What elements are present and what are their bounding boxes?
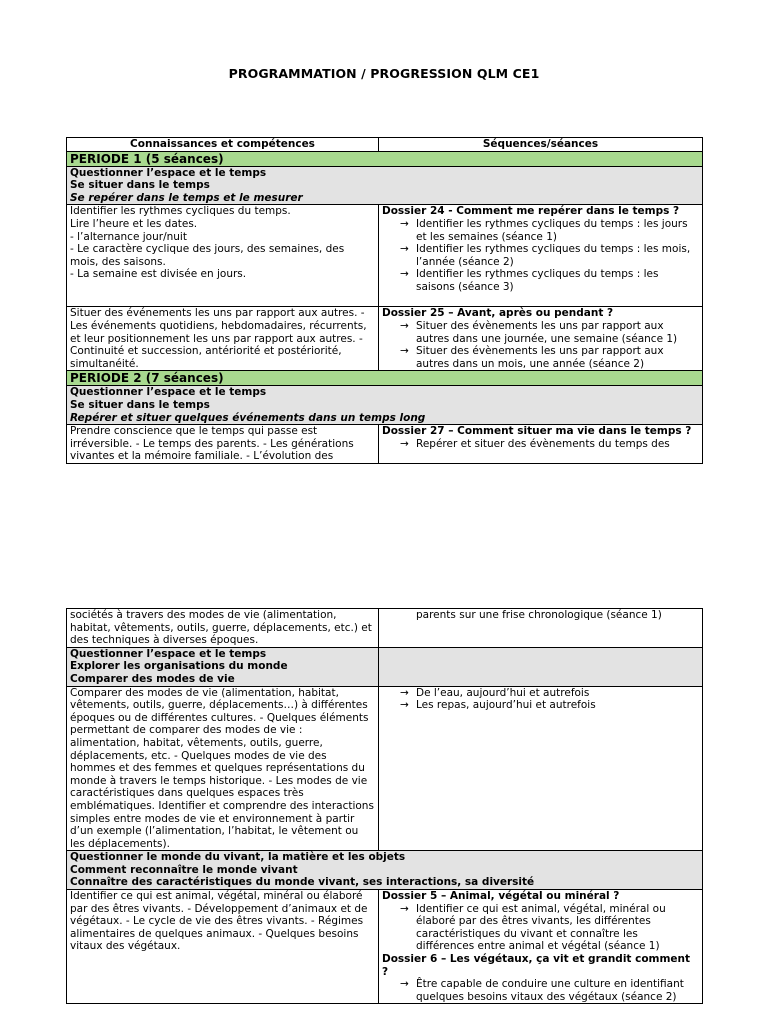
subdomain-label: Comment reconnaître le monde vivant — [70, 863, 298, 876]
arrow-icon: → — [400, 319, 409, 332]
period-2-row — [67, 371, 703, 386]
sequences-cell — [379, 425, 703, 464]
header-sequences: Séquences/séances — [379, 138, 703, 152]
knowledge-cell: Prendre conscience que le temps qui passe est irréversible. - Le temps des parents. - Les générations vivantes et la mémoire familiale. - L’évolution des — [67, 425, 379, 464]
table-row — [67, 686, 703, 851]
subdomain-label: Explorer les organisations du monde — [70, 660, 288, 673]
list-item: → Situer des évènements les uns par rapport aux autres dans un mois, une année (séance 2) — [400, 345, 664, 370]
session-list — [382, 903, 699, 953]
sequences-cell — [379, 205, 703, 307]
domain-label: Questionner l’espace et le temps — [70, 647, 267, 660]
section-row — [67, 386, 703, 425]
sequences-cell — [379, 307, 703, 371]
session-list — [382, 320, 699, 370]
section-heading — [67, 851, 703, 890]
section-row — [67, 166, 703, 205]
section-heading — [67, 166, 703, 205]
knowledge-cell — [67, 205, 379, 307]
knowledge-line: - l’alternance jour/nuit — [70, 230, 187, 243]
objective-label: Connaître des caractéristiques du monde vivant, ses interactions, sa diversité — [70, 876, 535, 889]
table-row — [67, 609, 703, 648]
list-item: → Identifier les rythmes cycliques du temps : les jours et les semaines (séance 1) — [400, 217, 688, 243]
list-item: → Identifier ce qui est animal, végétal, minéral ou élaboré par des êtres vivants, les différentes caractéristiques du vivant et connaître les différences entre animal et végétal (séance 1) — [400, 902, 666, 953]
domain-label: Questionner l’espace et le temps — [70, 386, 267, 399]
subdomain-label: Se situer dans le temps — [70, 179, 210, 192]
table-row — [67, 205, 703, 307]
knowledge-cell: Identifier ce qui est animal, végétal, minéral ou élaboré par des êtres vivants. - Développement d’animaux et de végétaux. - Le cycle de vie des êtres vivants. - Régimes alimentaires de quelques animaux. - Quelques besoins vitaux des végétaux. — [67, 890, 379, 1004]
dossier-title: Dossier 25 – Avant, après ou pendant ? — [382, 307, 614, 320]
list-item: → Situer des évènements les uns par rapport aux autres dans une journée, une semaine (séance 1) — [400, 319, 678, 345]
objective-label: Se repérer dans le temps et le mesurer — [70, 191, 303, 204]
table-row — [67, 425, 703, 464]
arrow-icon: → — [400, 268, 409, 281]
objective-label: Comparer des modes de vie — [70, 672, 235, 685]
knowledge-line: Identifier les rythmes cycliques du temps. — [70, 205, 291, 218]
list-item: → Identifier les rythmes cycliques du temps : les saisons (séance 3) — [400, 268, 659, 293]
list-item: → Être capable de conduire une culture en identifiant quelques besoins vitaux des végétaux (séance 2) — [400, 978, 684, 1003]
section-row — [67, 647, 703, 686]
period-1-label: PERIODE 1 (5 séances) — [67, 151, 703, 166]
arrow-icon: → — [400, 243, 409, 256]
continued-item: parents sur une frise chronologique (séance 1) — [416, 609, 662, 621]
page-title: PROGRAMMATION / PROGRESSION QLM CE1 — [228, 66, 540, 81]
arrow-icon: → — [400, 345, 409, 358]
dossier-title: Dossier 5 – Animal, végétal ou minéral ? — [382, 890, 620, 903]
arrow-icon: → — [400, 699, 409, 712]
domain-label: Questionner l’espace et le temps — [70, 166, 267, 179]
objective-label: Repérer et situer quelques événements dans un temps long — [70, 411, 426, 424]
arrow-icon: → — [400, 437, 409, 450]
session-list — [382, 438, 699, 451]
domain-label: Questionner le monde du vivant, la matière et les objets — [70, 851, 406, 864]
session-list — [382, 687, 699, 712]
sequences-cell — [379, 609, 703, 648]
section-heading — [67, 647, 379, 686]
dossier-title: Dossier 24 - Comment me repérer dans le temps ? — [382, 205, 680, 218]
knowledge-cell: Comparer des modes de vie (alimentation, habitat, vêtements, outils, guerre, déplacements…) à différentes époques ou de différentes cultures. - Quelques éléments permettant de comparer des modes de vie : alimentation, habitat, vêtements, outils, guerre, déplacements, etc. - Quelques modes de vie des hommes et des femmes et quelques représentations du monde à travers le temps historique. - Les modes de vie caractéristiques dans quelques espaces très emblématiques. Identifier et comprendre des interactions simples entre modes de vie et environnement à partir d’un exemple (l’alimentation, l’habitat, le vêtement ou les déplacements). — [67, 686, 379, 851]
table-row — [67, 307, 703, 371]
session-list — [382, 978, 699, 1003]
programme-table-page2 — [66, 608, 703, 1004]
sequences-cell — [379, 686, 703, 851]
period-1-row — [67, 151, 703, 166]
subdomain-label: Se situer dans le temps — [70, 398, 210, 411]
list-item: → Identifier les rythmes cycliques du temps : les mois, l’année (séance 2) — [400, 243, 691, 268]
arrow-icon: → — [400, 686, 409, 699]
list-item: → De l’eau, aujourd’hui et autrefois — [400, 686, 590, 699]
period-2-label: PERIODE 2 (7 séances) — [67, 371, 703, 386]
knowledge-line: Lire l’heure et les dates. — [70, 217, 198, 230]
arrow-icon: → — [400, 902, 409, 915]
table-header-row — [67, 138, 703, 152]
section-row — [67, 851, 703, 890]
dossier-title: Dossier 27 – Comment situer ma vie dans le temps ? — [382, 425, 692, 438]
table-row — [67, 890, 703, 1004]
session-list — [382, 218, 699, 294]
arrow-icon: → — [400, 978, 409, 991]
knowledge-line: - La semaine est divisée en jours. — [70, 268, 247, 281]
section-heading-empty — [379, 647, 703, 686]
header-knowledge: Connaissances et compétences — [67, 138, 379, 152]
list-item: → Repérer et situer des évènements du temps des — [400, 437, 670, 450]
knowledge-cell: Situer des événements les uns par rapport aux autres. - Les événements quotidiens, hebdomadaires, récurrents, et leur positionnement les uns par rapport aux autres. - Continuité et succession, antériorité et postériorité, simultanéité. — [67, 307, 379, 371]
list-item: → Les repas, aujourd’hui et autrefois — [400, 699, 596, 712]
programme-table-page1 — [66, 137, 703, 464]
dossier-title: Dossier 6 – Les végétaux, ça vit et grandit comment ? — [382, 953, 691, 978]
arrow-icon: → — [400, 217, 409, 230]
knowledge-cell: sociétés à travers des modes de vie (alimentation, habitat, vêtements, outils, guerre, déplacements, etc.) et des techniques à diverses époques. — [67, 609, 379, 648]
knowledge-line: - Le caractère cyclique des jours, des semaines, des mois, des saisons. — [70, 243, 345, 268]
section-heading — [67, 386, 703, 425]
sequences-cell — [379, 890, 703, 1004]
